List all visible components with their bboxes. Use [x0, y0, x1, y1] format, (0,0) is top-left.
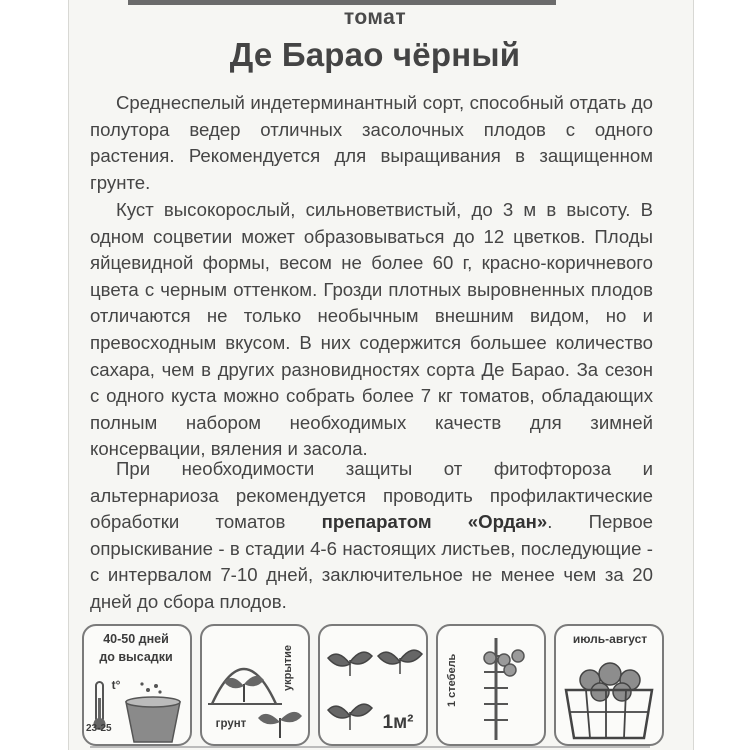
area-unit: 1м²	[382, 712, 414, 733]
soil-cover-pictogram	[200, 624, 310, 746]
cover-label: укрытие	[282, 645, 294, 692]
treatment-text-end: . Первое опрыскивание - в стадии 4-6 настоящих листьев, последующие - с интервалом 7-10 дней, заключительное не менее чем за 20 дней до сбора плодов.	[90, 511, 654, 612]
description-paragraph-2: Куст высокорослый, сильноветвистый, до 3 м в высоту. В одном соцветии может образовываться до 12 цветков. Плоды яйцевидной формы, весом не более 60 г, красно-коричневого цвета с черным оттенком. Грозди плотных выровненных плодов отличаются не только необычным внешним видом, но и превосходным вкусом. В них содержится большее количество сахара, чем в других разновидностях сорта Де Барао. За сезон с одного куста можно собрать более 7 кг томатов, обладающих полным набором необходимых качеств для зимней консервации, вяления и засола.	[90, 199, 653, 460]
stem-pictogram	[436, 624, 546, 746]
variety-title: Де Барао чёрный	[229, 36, 521, 73]
pictogram-row	[82, 624, 670, 744]
bottom-divider	[90, 746, 650, 748]
harvest-pictogram	[554, 624, 664, 746]
seedling-days: 40-50 дней	[103, 632, 169, 646]
temperature-range: 23-25	[86, 723, 112, 734]
stem-label: 1 стебель	[446, 653, 458, 707]
crop-type: томат	[343, 6, 407, 29]
harvest-basket-icon	[556, 626, 662, 744]
harvest-months: июль-август	[572, 632, 648, 646]
treatment-text-start: При необходимости защиты от фитофтороза и альтернариоза рекомендуется проводить профилактические обработки томатов	[90, 458, 653, 533]
treatment-product: препаратом «Ордан»	[321, 511, 548, 533]
temperature-symbol: t°	[111, 678, 121, 692]
soil-label: грунт	[215, 718, 247, 730]
description-paragraph-1: Среднеспелый индетерминантный сорт, способный отдать до полутора ведер отличных засолочных плодов с одного растения. Рекомендуется для выращивания в защищенном грунте.	[90, 92, 653, 193]
staked-stem-icon	[438, 626, 544, 744]
planting-density-pictogram	[318, 624, 428, 746]
top-strip	[128, 0, 556, 5]
seedling-time-pictogram	[82, 624, 192, 746]
seedling-until: до высадки	[99, 650, 173, 664]
description-paragraph-3	[90, 456, 653, 616]
